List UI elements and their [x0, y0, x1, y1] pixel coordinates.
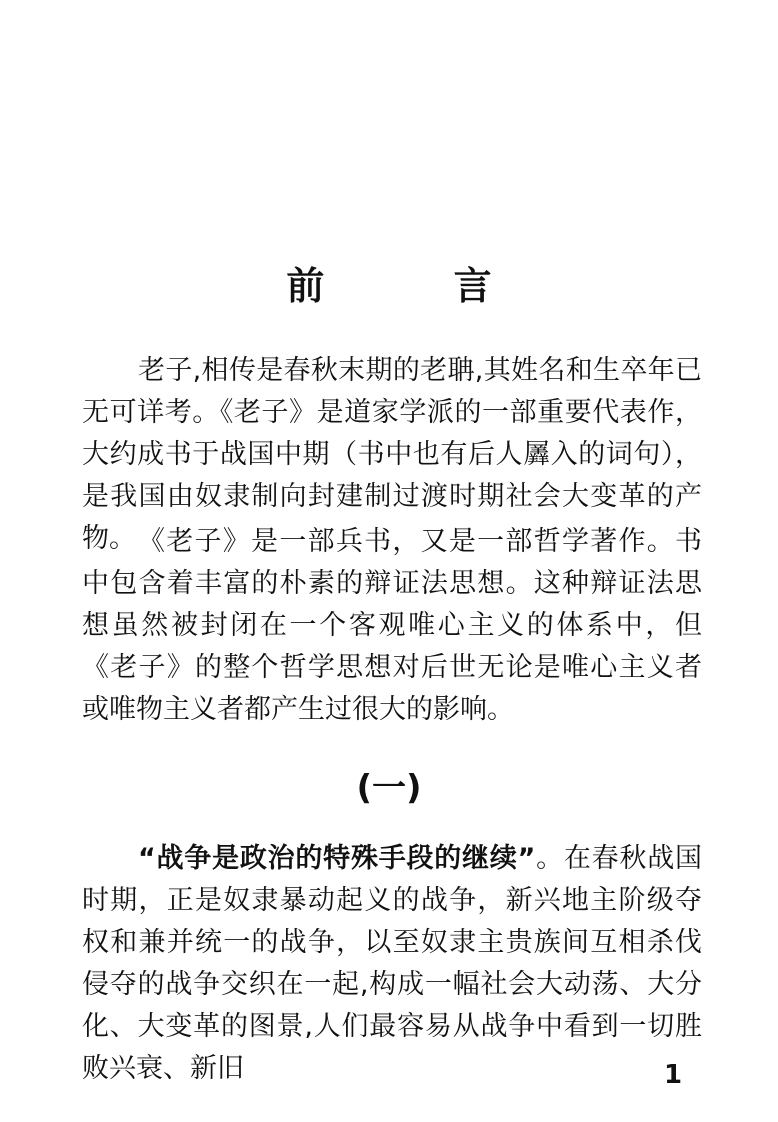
section-paragraph [82, 838, 702, 1090]
intro-paragraph-1: 老子,相传是春秋末期的老聃,其姓名和生卒年已无可详考。《老子》是道家学派的一部重要代表作，大约成书于战国中期（书中也有后人羼入的词句），是我国由奴隶制向封建制过渡时期社会大变革的产物。 [82, 355, 702, 554]
page-title: 前 言 [286, 263, 550, 308]
section-heading: (一) [356, 768, 422, 808]
section-paragraph-text: 。在春秋战国时期，正是奴隶暴动起义的战争，新兴地主阶级夺权和兼并统一的战争，以至奴隶主贵族间互相杀伐侵夺的战争交织在一起,构成一幅社会大动荡、大分化、大变革的图景,人们最容易从战争中看到一切胜败兴衰、新旧 [82, 843, 702, 1084]
intro-paragraph-2: 《老子》是一部兵书，又是一部哲学著作。书中包含着丰富的朴素的辩证法思想。这种辩证法思想虽然被封闭在一个客观唯心主义的体系中，但《老子》的整个哲学思想对后世无论是唯心主义者或唯物主义者都产生过很大的影响。 [82, 526, 702, 725]
page-number: 1 [664, 1060, 683, 1090]
section-quote: “战争是政治的特殊手段的继续” [138, 843, 536, 874]
